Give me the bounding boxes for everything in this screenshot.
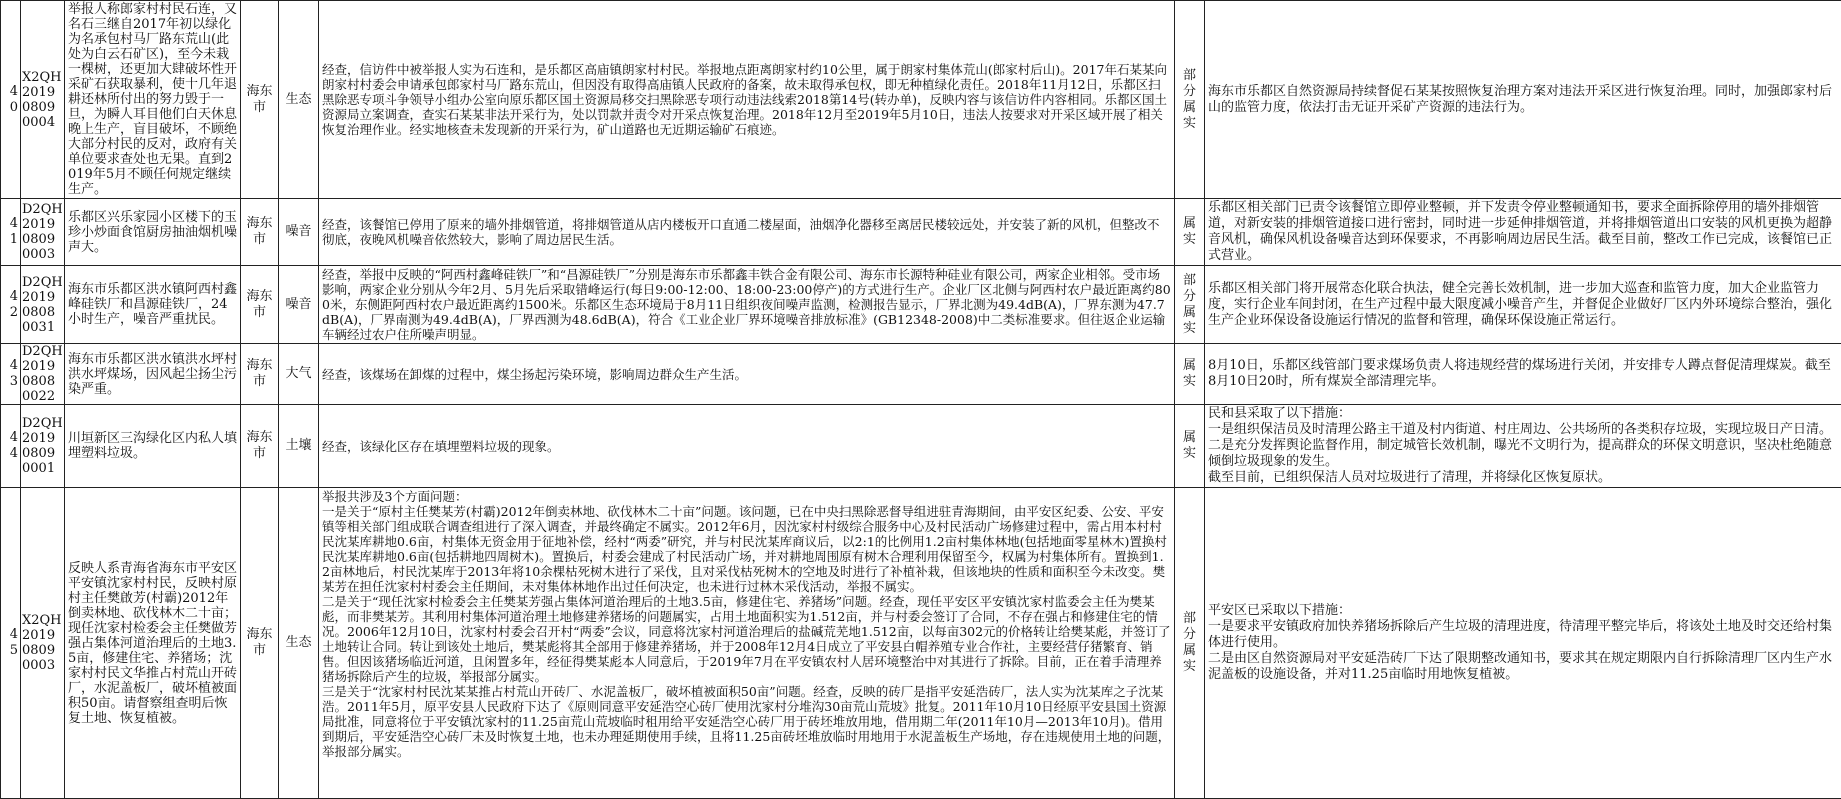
action-line: 截至目前，已组织保洁人员对垃圾进行了清理，并将绿化区恢复原状。 <box>1208 470 1838 486</box>
report-content: 举报人称郎家村村民石连，又名石三继自2017年初以绿化为名承包村马厂路东荒山(此处为白云石矿区)，至今未栽一棵树，还更加大肆破坏性开采矿石获取暴利，使十几年退耕还林所付出的努力毁于一旦，为瞬人耳目他们白天休息晚上生产，盲目破坏，不顾绝大部分村民的反对，政府有关单位要求查处也无果。直到2019年5月不顾任何规定继续生产。 <box>65 1 241 199</box>
action-line: 一是要求平安镇政府加快养猪场拆除后产生垃圾的清理进度，待清理平整完毕后，将该处土地及时交还给村集体进行使用。 <box>1208 619 1838 651</box>
verdict-cell: 属实 <box>1175 344 1205 405</box>
pollution-type: 生态 <box>279 1 319 199</box>
finding-text: 经查，举报中反映的“阿西村鑫峰硅铁厂”和“昌源硅铁厂”分别是海东市乐都鑫丰铁合金有限公司、海东市长源特种硅业有限公司，两家企业相邻。受市场影响，两家企业分别从今年2月、5月先后采取错峰运行(每日9:00-12:00、18:00-23:00停产)的方式进行生产。企业厂区北侧与阿西村农户最近距离约800米，东侧距阿西村农户最近距离约1500米。乐都区生态环境局于8月11日组织夜间噪声监测，检测报告显示，厂界北测为49.4dB(A)，厂界东测为47.7dB(A)，厂界南测为49.4dB(A)，厂界西测为48.6dB(A)，符合《工业企业厂界环境噪音排放标准》(GB12348-2008)中二类标准要求。但往返企业运输车辆经过农户住所噪声明显。 <box>322 267 1171 342</box>
action-line: 平安区已采取以下措施： <box>1208 603 1838 619</box>
action-line: 二是充分发挥舆论监督作用，制定城管长效机制，曝光不文明行为，提高群众的环保文明意识，坚决杜绝随意倾倒垃圾现象的发生。 <box>1208 438 1838 470</box>
table-row <box>1 1 1841 199</box>
pollution-type: 噪音 <box>279 266 319 344</box>
case-code: D2QH201908080031 <box>21 266 65 344</box>
finding-text: 经查，该绿化区存在填埋塑料垃圾的现象。 <box>322 439 560 454</box>
finding-line: 一是关于“原村主任樊某芳(村霸)2012年倒卖林地、砍伐林木二十亩”问题。该问题，已在中央扫黑除恶督导组进驻青海期间，由平安区纪委、公安、平安镇等相关部门组成联合调查组进行了深入调查，并最终确定不属实。2012年6月，因沈家村村级综合服务中心及村民活动广场修建过程中，需占用本村村民沈某库耕地0.6亩，村集体无资金用于征地补偿，经村“两委”研究，并与村民沈某库商议后，以2:1的比例用1.2亩村集体林地(包括地面零星林木)置换村民沈某库耕地0.6亩(包括耕地四周树木)。置换后，村委会建成了村民活动广场，并对耕地周围原有树木合理利用保留至今，权属为村集体所有。置换到1.2亩林地后，村民沈某库于2013年将10余棵枯死树木进行了采伐，且对采伐枯死树木的空地及时进行了补植补栽，但该地块的性质和面积至今未改变。樊某芳在担任沈家村村委会主任期间，未对集体林地作出过任何决定，也未进行过林木采伐活动，举报不属实。 <box>322 504 1171 594</box>
finding-line: 举报共涉及3个方面问题： <box>322 489 1171 504</box>
row-number: 42 <box>1 266 21 344</box>
verdict-cell: 属实 <box>1175 405 1205 488</box>
investigation-finding <box>319 266 1175 344</box>
case-code: X2QH201908090004 <box>21 1 65 199</box>
row-number: 41 <box>1 199 21 266</box>
table-row <box>1 199 1841 266</box>
city-cell: 海东市 <box>241 1 279 199</box>
case-code: D2QH201908080022 <box>21 344 65 405</box>
action-taken: 8月10日，乐都区线管部门要求煤场负责人将违规经营的煤场进行关闭，并安排专人蹲点督促清理煤炭。截至8月10日20时，所有煤炭全部清理完毕。 <box>1205 344 1841 405</box>
city-cell: 海东市 <box>241 199 279 266</box>
city-cell: 海东市 <box>241 266 279 344</box>
case-code: X2QH201908090003 <box>21 488 65 799</box>
verdict-cell: 属实 <box>1175 199 1205 266</box>
city-cell: 海东市 <box>241 405 279 488</box>
investigation-finding <box>319 488 1175 799</box>
verdict-cell: 部分属实 <box>1175 266 1205 344</box>
action-line: 一是组织保洁员及时清理公路主干道及村内街道、村庄周边、公共场所的各类积存垃圾，实现垃圾日产日清。 <box>1208 422 1838 438</box>
finding-line: 二是关于“现任沈家村检委会主任樊某芳强占集体河道治理后的土地3.5亩，修建住宅、养猪场”问题。经查，现任平安区平安镇沈家村监委会主任为樊某彪，而非樊某芳。其利用村集体河道治理土地修建养猪场的问题属实，占用土地面积实为1.512亩，并与村委会签订了合同，不存在强占和修建住宅的情况。2006年12月10日，沈家村村委会召开村“两委”会议，同意将沈家村河道治理后的盐碱荒芜地1.512亩，以每亩302元的价格转让给樊某彪，并签订了土地转让合同。转让到该处土地后，樊某彪将其全部用于修建养猪场，并于2008年12月4日成立了平安县白帽养殖专业合作社，主要经营仔猪繁育、销售。但因该猪场临近河道，且闲置多年，经征得樊某彪本人同意后，于2019年7月在平安镇农村人居环境整治中对其进行了拆除。目前，正在着手清理养猪场拆除后产生的垃圾，举报部分属实。 <box>322 594 1171 684</box>
table-row <box>1 405 1841 488</box>
case-code: D2QH201908090003 <box>21 199 65 266</box>
finding-text: 经查，该煤场在卸煤的过程中，煤尘扬起污染环境，影响周边群众生产生活。 <box>322 367 747 382</box>
pollution-type: 生态 <box>279 488 319 799</box>
city-cell: 海东市 <box>241 344 279 405</box>
table-row <box>1 344 1841 405</box>
action-taken: 海东市乐都区自然资源局持续督促石某某按照恢复治理方案对违法开采区进行恢复治理。同时，加强郎家村后山的监管力度，依法打击无证开采矿产资源的违法行为。 <box>1205 1 1841 199</box>
verdict-cell: 部分属实 <box>1175 488 1205 799</box>
pollution-type: 噪音 <box>279 199 319 266</box>
finding-text: 经查，信访件中被举报人实为石连和，是乐都区高庙镇朗家村村民。举报地点距离朗家村约10公里，属于朗家村集体荒山(郎家村后山)。2017年石某某向朗家村村委会申请承包郎家村马厂路东荒山，但因没有取得高庙镇人民政府的备案，故未取得承包权，即无种植绿化责任。2018年11月12日，乐都区扫黑除恶专项斗争领导小组办公室向原乐都区国土资源局移交扫黑除恶专项行动违法线索2018第14号(转办单)，反映内容与该信访件内容相同。乐都区国土资源局立案调查，查实石某某非法开采行为，处以罚款并责令对开采点恢复治理。2018年12月至2019年5月10日，违法人按要求对开采区域开展了相关恢复治理作业。经实地核查未发现新的开采行为，矿山道路也无近期运输矿石痕迹。 <box>322 62 1167 137</box>
report-content: 川垣新区三沟绿化区内私人填埋塑料垃圾。 <box>65 405 241 488</box>
report-content: 乐都区兴乐家园小区楼下的玉珍小炒面食馆厨房抽油烟机噪声大。 <box>65 199 241 266</box>
pollution-type: 大气 <box>279 344 319 405</box>
row-number: 45 <box>1 488 21 799</box>
action-taken <box>1205 405 1841 488</box>
investigation-finding <box>319 199 1175 266</box>
report-content: 反映人系青海省海东市平安区平安镇沈家村村民，反映村原村主任樊啟芳(村霸)2012年倒卖林地、砍伐林木二十亩；现任沈家村检委会主任樊做芳强占集体河道治理后的土地3.5亩，修建住宅、养猪场；沈家村村民文华推占村荒山开砖厂，水泥盖板厂，破坏植被面积50亩。请督察组查明后恢复土地、恢复植被。 <box>65 488 241 799</box>
action-line: 民和县采取了以下措施： <box>1208 406 1838 422</box>
verdict-cell: 部分属实 <box>1175 1 1205 199</box>
action-taken: 乐都区相关部门将开展常态化联合执法，健全完善长效机制，进一步加大巡查和监管力度，加大企业监管力度，实行企业车间封闭，在生产过程中最大限度减小噪音产生，并督促企业做好厂区内外环境综合整治，强化生产企业环保设备设施运行情况的监督和管理，确保环保设施正常运行。 <box>1205 266 1841 344</box>
report-content: 海东市乐都区洪水镇洪水坪村洪水坪煤场，因风起尘扬尘污染严重。 <box>65 344 241 405</box>
row-number: 44 <box>1 405 21 488</box>
table-row <box>1 488 1841 799</box>
row-number: 40 <box>1 1 21 199</box>
finding-line: 三是关于“沈家村村民沈某某推占村荒山开砖厂、水泥盖板厂，破坏植被面积50亩”问题。经查，反映的砖厂是指平安延浩砖厂，法人实为沈某库之子沈某浩。2011年5月，原平安县人民政府下达了《原则同意平安延浩空心砖厂使用沈家村分堆沟30亩荒山荒坡》批复。2011年10月10日经原平安县国土资源局批准，同意将位于平安镇沈家村的11.25亩荒山荒坡临时租用给平安延浩空心砖厂用于砖坯堆放用地，借用期二年(2011年10月—2013年10月)。借用到期后，平安延浩空心砖厂未及时恢复土地，也未办理延期使用手续，且将11.25亩砖坯堆放临时用地用于水泥盖板生产场地，存在违规使用土地的问题，举报部分属实。 <box>322 684 1171 759</box>
action-taken: 乐都区相关部门已责令该餐馆立即停业整顿，并下发责令停业整顿通知书，要求全面拆除停用的墙外排烟管道，对新安装的排烟管道接口进行密封，同时进一步延伸排烟管道，并将排烟管道出口安装的风机更换为超静音风机，确保风机设备噪音达到环保要求，不再影响周边居民生活。截至目前，整改工作已完成，该餐馆已正式营业。 <box>1205 199 1841 266</box>
investigation-finding <box>319 1 1175 199</box>
investigation-finding <box>319 344 1175 405</box>
city-cell: 海东市 <box>241 488 279 799</box>
row-number: 43 <box>1 344 21 405</box>
pollution-type: 土壤 <box>279 405 319 488</box>
action-line: 二是由区自然资源局对平安延浩砖厂下达了限期整改通知书，要求其在规定期限内自行拆除清理厂区内生产水泥盖板的设施设备，并对11.25亩临时用地恢复植被。 <box>1208 651 1838 683</box>
investigation-finding <box>319 405 1175 488</box>
finding-text: 经查，该餐馆已停用了原来的墙外排烟管道，将排烟管道从店内楼板开口直通二楼屋面，油烟净化器移至离居民楼较远处，并安装了新的风机，但整改不彻底，夜晚风机噪音依然较大，影响了周边居民生活。 <box>322 217 1160 247</box>
table-row <box>1 266 1841 344</box>
case-code: D2QH201908090001 <box>21 405 65 488</box>
action-taken <box>1205 488 1841 799</box>
report-content: 海东市乐都区洪水镇阿西村鑫峰硅铁厂和昌源硅铁厂，24小时生产，噪音严重扰民。 <box>65 266 241 344</box>
